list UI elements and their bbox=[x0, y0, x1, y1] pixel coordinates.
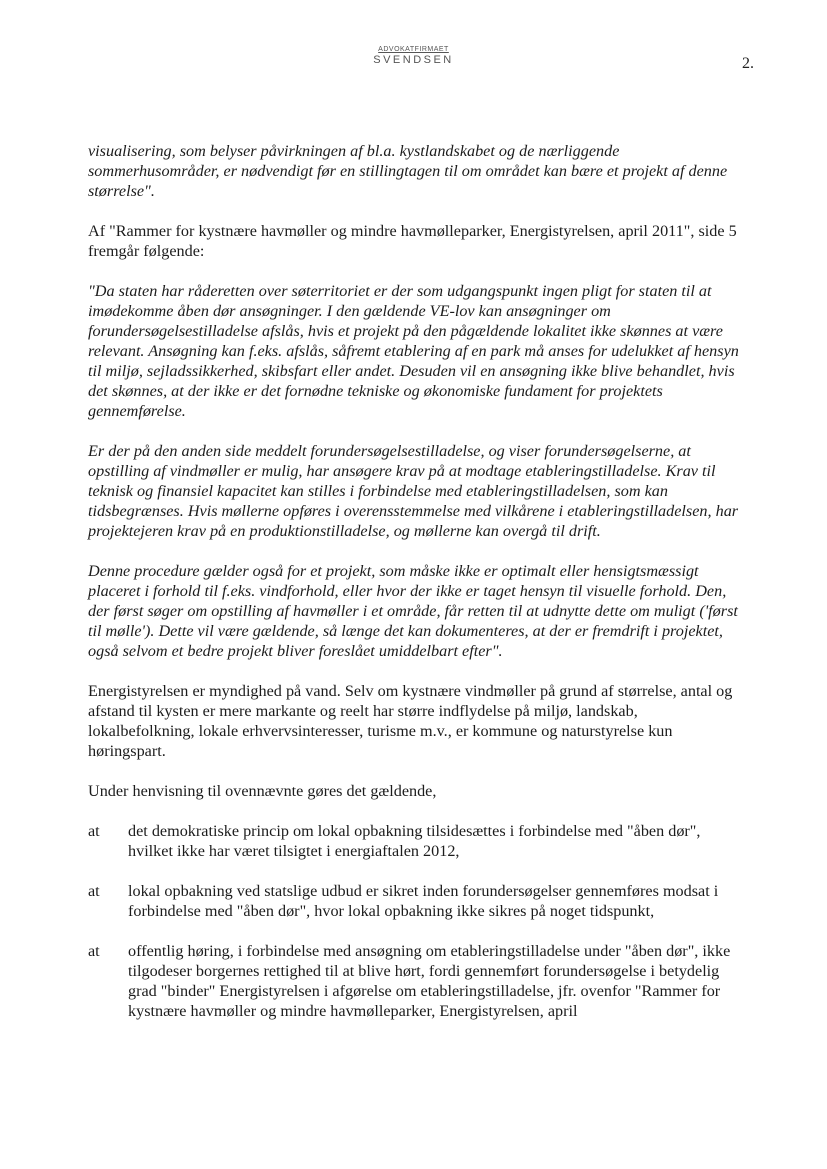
quote-paragraph-1: "Da staten har råderetten over søterritoriet er der som udgangspunkt ingen pligt for staten til at imødekomme åben dør ansøgninger. I den gældende VE-lov kan ansøgninger om forundersøgelsestilladelse afslås, hvis et projekt på den pågældende lokalitet ikke skønnes at være relevant. Ansøgning kan f.eks. afslås, såfremt etablering af en park må anses for udelukket af hensyn til miljø, sejladssikkerhed, skibsfart eller andet. Desuden vil en ansøgning ikke blive behandlet, hvis det skønnes, at der ikke er det fornødne tekniske og økonomiske fundament for projektets gennemførelse. bbox=[88, 282, 739, 420]
argument-intro: Under henvisning til ovennævnte gøres det gældende, bbox=[88, 782, 437, 800]
argument-item-lead: at bbox=[88, 882, 100, 900]
argument-item-text: lokal opbakning ved statslige udbud er sikret inden forundersøgelser gennemføres modsat i forbindelse med "åben dør", hvor lokal opbakning ikke sikres på noget tidspunkt, bbox=[128, 882, 719, 920]
intro-paragraph: Af "Rammer for kystnære havmøller og mindre havmølleparker, Energistyrelsen, april 2011", side 5 fremgår følgende: bbox=[88, 222, 737, 260]
quote-paragraph-2: Er der på den anden side meddelt forundersøgelsestilladelse, og viser forundersøgelserne, at opstilling af vindmøller er mulig, har ansøgere krav på at modtage etableringstilladelse. Krav til teknisk og finansiel kapacitet kan stilles i forbindelse med etableringstilladelsen, som kan tidsbegrænses. Hvis møllerne opføres i overensstemmelse med vilkårene i etableringstilladelsen, har projektejeren krav på en produktionstilladelse, og møllerne kan overgå til drift. bbox=[88, 442, 739, 540]
page-number: 2. bbox=[742, 55, 754, 72]
argument-item-text: offentlig høring, i forbindelse med ansøgning om etableringstilladelse under "åben dør", ikke tilgodeser borgernes rettighed til at blive hørt, fordi gennemført forundersøgelse i betydelig grad "binder" Energistyrelsen i afgørelse om etableringstilladelse, jfr. ovenfor "Rammer for kystnære havmøller og mindre havmølleparker, Energistyrelsen, april bbox=[128, 942, 731, 1020]
argument-item bbox=[88, 881, 748, 921]
argument-item-lead: at bbox=[88, 942, 100, 960]
argument-item bbox=[88, 941, 748, 1021]
firm-letterhead bbox=[0, 45, 827, 67]
quote-continuation: visualisering, som belyser påvirkningen af bl.a. kystlandskabet og de nærliggende sommerhusområder, er nødvendigt før en stillingtagen til om området kan bære et projekt af denne størrelse". bbox=[88, 142, 728, 200]
argument-item bbox=[88, 821, 748, 861]
quote-paragraph-3: Denne procedure gælder også for et projekt, som måske ikke er optimalt eller hensigtsmæssigt placeret i forhold til f.eks. vindforhold, eller hvor der ikke er taget hensyn til visuelle forhold. Den, der først søger om opstilling af havmøller i et område, får retten til at udnytte dette om muligt ('først til mølle'). Dette vil være gældende, så længe det kan dokumenteres, at der er fremdrift i projektet, også selvom et bedre projekt bliver foreslået umiddelbart efter". bbox=[88, 562, 738, 660]
firm-type-label: ADVOKATFIRMAET bbox=[378, 46, 449, 53]
argument-item-text: det demokratiske princip om lokal opbakning tilsidesættes i forbindelse med "åben dør", hvilket ikke har været tilsigtet i energiaftalen 2012, bbox=[128, 822, 701, 860]
document-body bbox=[88, 141, 748, 1041]
argument-item-lead: at bbox=[88, 822, 100, 840]
firm-name: SVENDSEN bbox=[373, 54, 454, 66]
authority-paragraph: Energistyrelsen er myndighed på vand. Selv om kystnære vindmøller på grund af størrelse, antal og afstand til kysten er mere markante og reelt har større indflydelse på miljø, landskab, lokalbefolkning, lokale erhvervsinteresser, turisme m.v., er kommune og naturstyrelse kun høringspart. bbox=[88, 682, 733, 760]
